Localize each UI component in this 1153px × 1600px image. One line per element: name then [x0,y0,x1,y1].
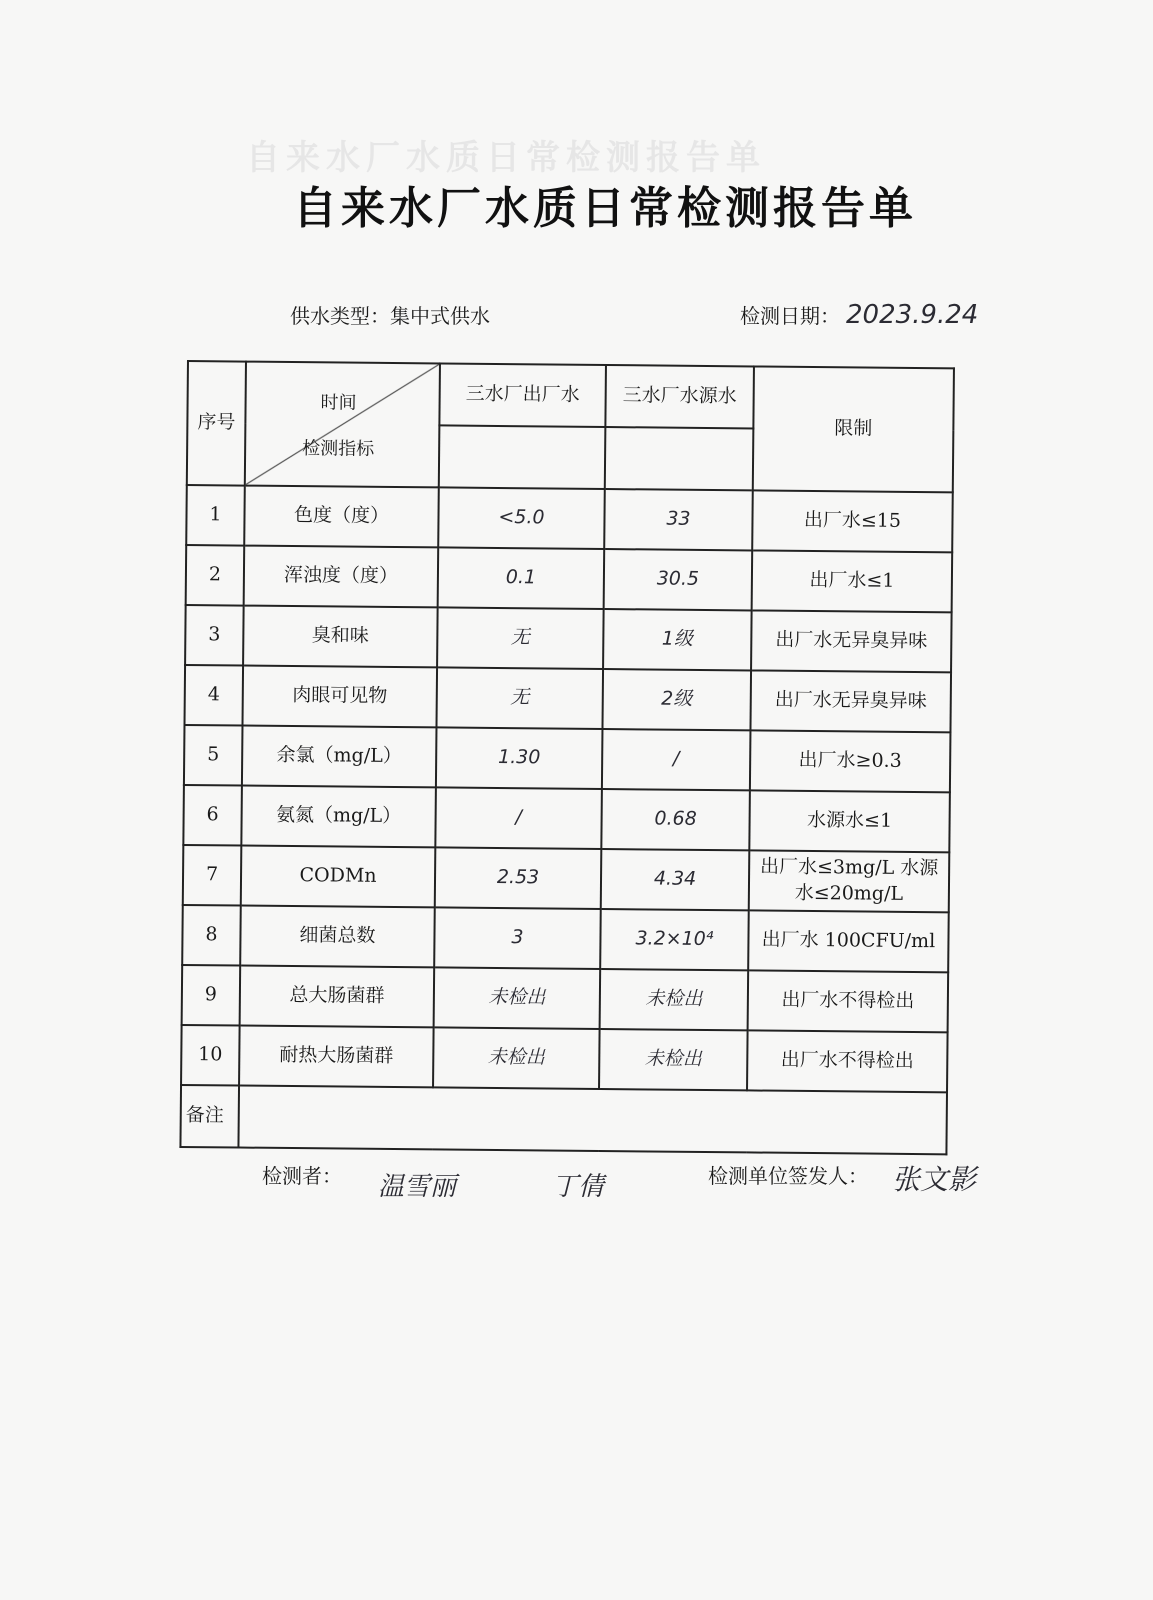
indicator-header: 检测指标 [302,437,375,460]
supply-type-value: 集中式供水 [390,304,490,328]
indicator-name: 细菌总数 [240,906,435,968]
limit-value: 出厂水不得检出 [747,1030,948,1092]
limit-header: 限制 [753,366,954,492]
indicator-name: 耐热大肠菌群 [239,1026,434,1088]
source-value: 2级 [602,669,751,730]
source-value: 3.2×10⁴ [600,909,749,970]
row-number: 1 [186,485,245,546]
limit-value: 出厂水≤3mg/L 水源水≤20mg/L [749,850,950,912]
remark-content [238,1086,947,1155]
issuer-label: 检测单位签发人： [708,1164,868,1188]
source-value: 4.34 [601,849,750,910]
indicator-name: 肉眼可见物 [242,666,437,728]
limit-value: 出厂水≥0.3 [750,730,951,792]
outlet-water-header: 三水厂出厂水 [439,363,606,427]
supply-type [290,300,490,329]
indicator-name: 氨氮（mg/L） [241,786,436,848]
outlet-value: 2.53 [435,847,602,909]
limit-value: 出厂水 100CFU/ml [748,910,949,972]
limit-value: 出厂水无异臭异味 [751,610,952,672]
supply-type-label: 供水类型： [290,304,390,328]
issuer-signature: 张文影 [892,1163,977,1196]
limit-value: 出厂水≤15 [752,490,953,552]
remark-row [180,1085,947,1154]
outlet-value: / [435,787,602,849]
outlet-value: 0.1 [438,547,605,609]
remark-label: 备注 [180,1085,239,1148]
row-number: 4 [184,665,243,726]
outlet-value: 无 [436,667,603,729]
indicator-name: 余氯（mg/L） [242,726,437,788]
limit-value: 出厂水无异臭异味 [750,670,951,732]
table-row [185,605,952,672]
test-date [740,300,978,330]
source-time-cell [605,427,754,490]
outlet-value: 3 [434,907,601,969]
outlet-value: 1.30 [436,727,603,789]
outlet-value: 未检出 [434,967,601,1029]
test-date-label: 检测日期： [740,304,840,328]
row-number: 6 [183,785,242,846]
show-through-text: 自来水厂水质日常检测报告单 [246,138,766,178]
outlet-value: <5.0 [438,487,605,549]
indicator-name: 总大肠菌群 [240,966,435,1028]
outlet-value: 未检出 [433,1027,600,1089]
indicator-name: 臭和味 [243,606,438,668]
source-value: 33 [604,489,753,550]
table-row [184,725,951,792]
limit-value: 水源水≤1 [749,790,950,852]
table-row [181,1025,948,1092]
source-value: 0.68 [601,789,750,850]
inspector-label: 检测者： [262,1164,342,1188]
table-row [186,485,953,552]
source-value: 未检出 [599,1029,748,1090]
row-number: 2 [186,545,245,606]
row-number: 8 [182,905,241,966]
table-row [183,785,950,852]
test-date-value: 2023.9.24 [846,300,979,330]
limit-value: 出厂水不得检出 [748,970,949,1032]
source-value: 1级 [603,609,752,670]
table-header-row [187,361,954,430]
table-row [186,545,953,612]
table-row [182,965,949,1032]
row-number: 3 [185,605,244,666]
inspector-signature-2: 丁倩 [552,1172,605,1202]
inspector-signature-1: 温雪丽 [378,1172,457,1202]
table-row [183,845,950,912]
report-table [179,360,955,1155]
row-number: 7 [183,845,242,906]
time-header: 时间 [320,392,357,414]
table-row [182,905,949,972]
indicator-name: 色度（度） [244,486,439,548]
row-number: 10 [181,1025,240,1086]
page-title: 自来水厂水质日常检测报告单 [293,183,917,234]
row-number: 9 [182,965,241,1026]
indicator-name: 浑浊度（度） [244,546,439,608]
source-value: 30.5 [604,549,753,610]
table-row [184,665,951,732]
source-water-header: 三水厂水源水 [605,365,754,428]
limit-value: 出厂水≤1 [752,550,953,612]
diagonal-header-cell [245,362,440,488]
outlet-time-cell [439,425,606,489]
indicator-name: CODMn [241,846,436,908]
row-number: 5 [184,725,243,786]
source-value: / [602,729,751,790]
source-value: 未检出 [600,969,749,1030]
seq-header: 序号 [187,361,246,486]
outlet-value: 无 [437,607,604,669]
